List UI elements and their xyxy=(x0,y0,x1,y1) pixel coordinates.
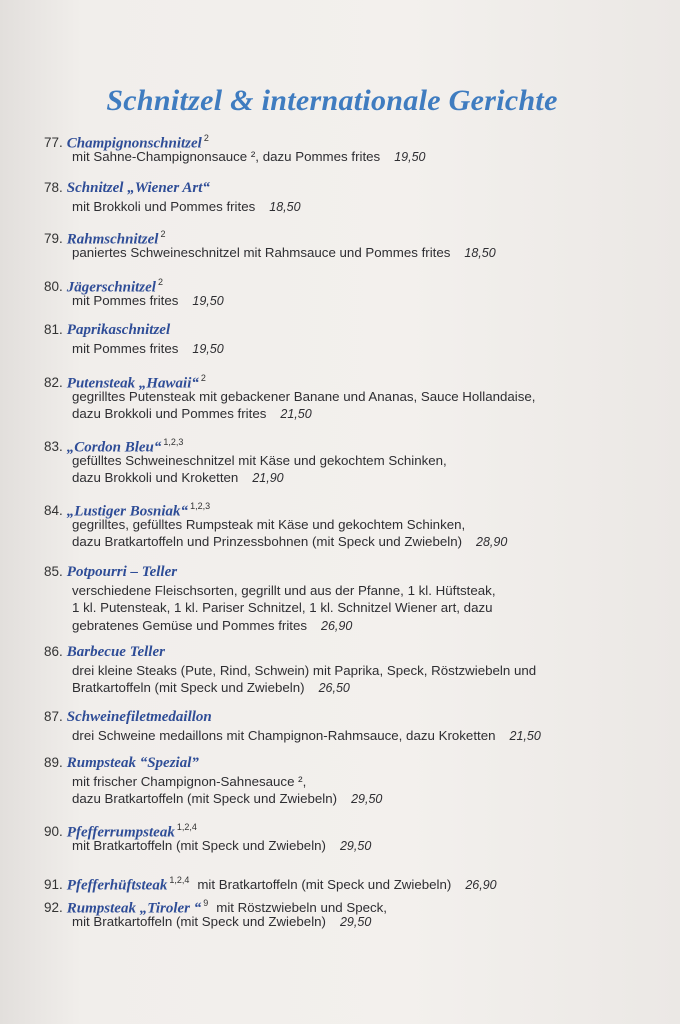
dish-description-inline: mit Röstzwiebeln und Speck, xyxy=(216,900,387,916)
menu-item xyxy=(44,368,644,424)
item-number: 79. xyxy=(44,231,63,247)
description-text: gefülltes Schweineschnitzel mit Käse und gekochtem Schinken, xyxy=(72,453,447,468)
item-number: 85. xyxy=(44,564,63,579)
description-line xyxy=(72,617,644,635)
dish-description xyxy=(72,452,644,488)
menu-item-header xyxy=(44,893,644,917)
menu-item xyxy=(44,128,644,166)
dish-name: Pfefferrumpsteak xyxy=(66,824,175,841)
menu-item-header xyxy=(44,753,644,773)
description-line xyxy=(72,533,644,551)
dish-price: 21,50 xyxy=(509,729,541,743)
item-number: 89. xyxy=(44,755,63,770)
description-line xyxy=(72,679,644,697)
item-number: 86. xyxy=(44,644,63,659)
item-number: 77. xyxy=(44,135,63,151)
dish-description xyxy=(72,662,644,698)
dish-price: 29,50 xyxy=(339,839,372,853)
menu-item-header xyxy=(44,432,644,456)
dish-name: Jägerschnitzel xyxy=(66,279,156,296)
description-text: dazu Brokkoli und Kroketten xyxy=(72,470,239,486)
allergen-codes: 2 xyxy=(157,277,163,287)
dish-price: 28,90 xyxy=(476,535,508,550)
menu-item xyxy=(44,562,644,635)
description-text: Bratkartoffeln (mit Speck und Zwiebeln) xyxy=(72,680,305,696)
description-line xyxy=(72,452,644,469)
menu-item xyxy=(44,178,644,216)
dish-description xyxy=(72,292,644,310)
description-text: dazu Bratkartoffeln und Prinzessbohnen (mit Speck und Zwiebeln) xyxy=(72,534,463,550)
description-line xyxy=(72,773,644,790)
menu-item-header xyxy=(44,128,644,152)
description-line xyxy=(72,790,644,808)
dish-description xyxy=(72,244,644,262)
description-line xyxy=(72,148,644,166)
menu-item xyxy=(44,753,644,809)
dish-price: 21,50 xyxy=(280,407,312,422)
menu-item xyxy=(44,224,644,262)
dish-name: Barbecue Teller xyxy=(66,644,165,660)
dish-price: 18,50 xyxy=(269,200,301,214)
description-line xyxy=(72,405,644,423)
dish-name: Rumpsteak „Tiroler “ xyxy=(66,900,202,917)
allergen-codes: 2 xyxy=(203,133,209,143)
allergen-codes: 1,2,3 xyxy=(163,437,184,447)
dish-price: 19,50 xyxy=(192,294,224,308)
description-text: drei kleine Steaks (Pute, Rind, Schwein) mit Paprika, Speck, Röstzwiebeln und xyxy=(72,663,537,678)
dish-price: 26,50 xyxy=(318,681,350,696)
dish-name: Potpourri – Teller xyxy=(66,564,178,580)
description-text: mit Pommes frites xyxy=(72,341,179,356)
menu-item-header xyxy=(44,178,644,198)
dish-name: Schweinefiletmedaillon xyxy=(66,709,212,725)
dish-name: Paprikaschnitzel xyxy=(66,322,171,338)
menu-item-header xyxy=(44,224,644,248)
menu-item-header xyxy=(44,320,644,340)
description-line xyxy=(72,388,644,405)
description-text: gebratenes Gemüse und Pommes frites xyxy=(72,617,308,633)
description-line xyxy=(72,727,644,745)
dish-name: „Cordon Bleu“ xyxy=(66,439,162,456)
item-number: 92. xyxy=(44,900,63,916)
menu-item xyxy=(44,893,644,931)
menu-item-header xyxy=(44,368,644,392)
menu-item xyxy=(44,496,644,552)
description-text: 1 kl. Putensteak, 1 kl. Pariser Schnitzel, 1 kl. Schnitzel Wiener art, dazu xyxy=(72,600,493,616)
dish-name: Putensteak „Hawaii“ xyxy=(66,375,199,392)
item-number: 91. xyxy=(44,877,63,893)
allergen-codes: 1,2,4 xyxy=(169,875,190,885)
allergen-codes: 2 xyxy=(160,229,166,239)
description-text: mit Pommes frites xyxy=(72,293,179,308)
item-number: 78. xyxy=(44,180,63,195)
menu-item-header xyxy=(44,870,644,894)
description-line xyxy=(72,599,644,616)
description-line xyxy=(72,582,644,599)
dish-description xyxy=(72,198,644,216)
dish-name: Champignonschnitzel xyxy=(66,135,202,152)
menu-item-header xyxy=(44,707,644,727)
menu-item xyxy=(44,707,644,745)
menu-item xyxy=(44,817,644,855)
menu-item-header xyxy=(44,272,644,296)
description-line xyxy=(72,837,644,855)
dish-description xyxy=(72,727,644,745)
dish-name: Rahmschnitzel xyxy=(66,231,159,248)
dish-price: 18,50 xyxy=(464,246,496,260)
description-line xyxy=(72,662,644,679)
dish-description xyxy=(72,388,644,424)
dish-description xyxy=(72,516,644,552)
description-text: paniertes Schweineschnitzel mit Rahmsauce und Pommes frites xyxy=(72,245,451,260)
dish-description xyxy=(72,340,644,358)
allergen-codes: 9 xyxy=(203,898,209,908)
description-text: dazu Bratkartoffeln (mit Speck und Zwiebeln) xyxy=(72,791,338,807)
description-line xyxy=(72,198,644,216)
description-text: mit frischer Champignon-Sahnesauce ², xyxy=(72,774,307,789)
dish-price: 21,90 xyxy=(252,471,284,486)
dish-price: 26,90 xyxy=(321,618,353,633)
description-text: gegrilltes Putensteak mit gebackener Banane und Ananas, Sauce Hollandaise, xyxy=(72,389,536,404)
dish-description xyxy=(72,148,644,166)
menu-item xyxy=(44,870,644,894)
menu-item-header xyxy=(44,496,644,520)
description-line xyxy=(72,516,644,533)
description-line xyxy=(72,469,644,487)
description-line xyxy=(72,340,644,358)
dish-name: Pfefferhüftsteak xyxy=(66,877,168,894)
description-line xyxy=(72,292,644,310)
menu-item xyxy=(44,642,644,698)
dish-description xyxy=(72,582,644,635)
menu-item xyxy=(44,320,644,358)
description-line xyxy=(72,244,644,262)
menu-item-header xyxy=(44,642,644,662)
dish-description-inline: mit Bratkartoffeln (mit Speck und Zwiebeln) xyxy=(197,877,452,893)
description-text: mit Sahne-Champignonsauce ², dazu Pommes frites xyxy=(72,149,381,164)
dish-price: 26,90 xyxy=(465,878,497,893)
menu-item xyxy=(44,272,644,310)
description-text: verschiedene Fleischsorten, gegrillt und aus der Pfanne, 1 kl. Hüftsteak, xyxy=(72,583,496,598)
item-number: 87. xyxy=(44,709,63,724)
item-number: 90. xyxy=(44,824,63,840)
dish-name: Schnitzel „Wiener Art“ xyxy=(66,180,210,196)
item-number: 82. xyxy=(44,375,63,391)
dish-price: 19,50 xyxy=(192,342,224,356)
dish-name: Rumpsteak “Spezial” xyxy=(66,755,199,771)
description-text: dazu Brokkoli und Pommes frites xyxy=(72,406,267,422)
description-text: gegrilltes, gefülltes Rumpsteak mit Käse und gekochtem Schinken, xyxy=(72,517,466,532)
description-text: mit Brokkoli und Pommes frites xyxy=(72,199,256,214)
item-number: 81. xyxy=(44,322,63,337)
dish-price: 29,50 xyxy=(339,915,372,929)
page-title: Schnitzel & internationale Gerichte xyxy=(106,84,558,117)
item-number: 84. xyxy=(44,503,63,519)
description-text: mit Bratkartoffeln (mit Speck und Zwiebeln) xyxy=(72,838,326,853)
menu-item-header xyxy=(44,817,644,841)
allergen-codes: 1,2,4 xyxy=(176,822,197,832)
item-number: 80. xyxy=(44,279,63,295)
description-text: mit Bratkartoffeln (mit Speck und Zwiebeln) xyxy=(72,914,326,929)
dish-description xyxy=(72,773,644,809)
dish-price: 19,50 xyxy=(394,150,426,164)
allergen-codes: 2 xyxy=(200,373,206,383)
item-number: 83. xyxy=(44,439,63,455)
dish-price: 29,50 xyxy=(351,792,383,807)
dish-description xyxy=(72,913,644,931)
description-text: drei Schweine medaillons mit Champignon-Rahmsauce, dazu Kroketten xyxy=(72,728,496,743)
dish-name: „Lustiger Bosniak“ xyxy=(66,503,189,520)
menu-item-header xyxy=(44,562,644,582)
menu-item xyxy=(44,432,644,488)
description-line xyxy=(72,913,644,931)
allergen-codes: 1,2,3 xyxy=(190,501,211,511)
dish-description xyxy=(72,837,644,855)
